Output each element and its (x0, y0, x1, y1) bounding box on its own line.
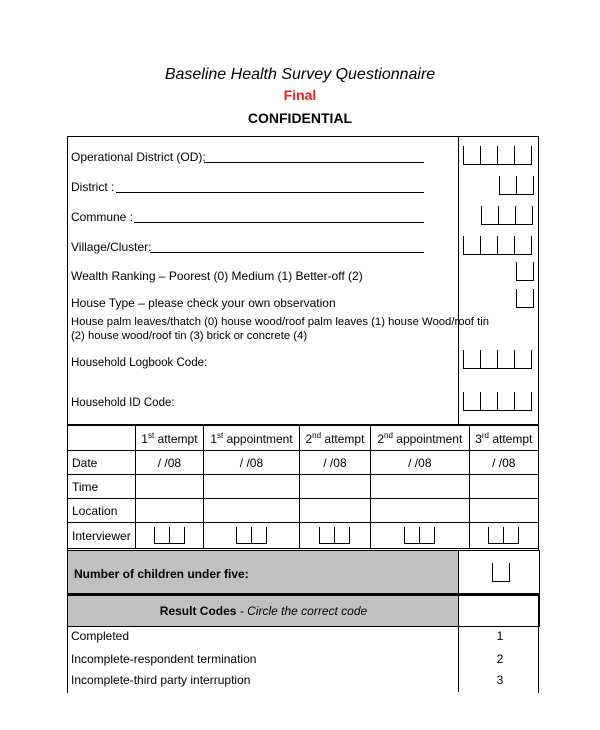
date-cell[interactable]: / /08 (204, 451, 300, 475)
result-code-number[interactable]: 3 (496, 673, 504, 687)
interviewer-code-boxes[interactable] (236, 527, 267, 544)
house-type-label: House Type – (71, 296, 145, 310)
date-row (68, 451, 539, 475)
date-cell[interactable]: / /08 (371, 451, 470, 475)
header-1st-attempt: 1st attempt (135, 425, 203, 451)
time-cell[interactable] (469, 475, 538, 499)
attempts-table (67, 424, 539, 549)
logbook-code-boxes[interactable] (463, 350, 532, 370)
house-type-code-box[interactable] (516, 289, 534, 309)
household-id-label: Household ID Code: (71, 397, 175, 409)
commune-label: Commune : (71, 210, 134, 224)
children-count-cell[interactable] (458, 550, 540, 594)
location-row (68, 499, 539, 523)
interviewer-code-boxes[interactable] (404, 527, 435, 544)
od-code-boxes[interactable] (463, 146, 532, 166)
interviewer-cell[interactable] (371, 523, 470, 549)
location-cell[interactable] (204, 499, 300, 523)
time-cell[interactable] (371, 475, 470, 499)
result-code-row[interactable] (67, 648, 538, 670)
location-cell[interactable] (469, 499, 538, 523)
location-cell[interactable] (371, 499, 470, 523)
location-cell[interactable] (135, 499, 203, 523)
result-code-row[interactable] (67, 669, 538, 691)
wealth-ranking (71, 269, 363, 283)
result-codes-title: Result Codes (159, 604, 237, 618)
header-2nd-attempt: 2nd attempt (299, 425, 370, 451)
code-column-divider (458, 136, 459, 424)
row-label-time: Time (68, 475, 136, 499)
result-code-number[interactable]: 1 (496, 629, 504, 643)
interviewer-cell[interactable] (299, 523, 370, 549)
form-title: Baseline Health Survey Questionnaire (164, 66, 436, 83)
header-1st-appointment: 1st appointment (204, 425, 300, 451)
location-cell[interactable] (299, 499, 370, 523)
wealth-options: Poorest (0) Medium (1) Better-off (2) (168, 269, 363, 283)
interviewer-cell[interactable] (135, 523, 203, 549)
row-label-interviewer: Interviewer (68, 523, 136, 549)
header-blank (68, 425, 136, 451)
village-field[interactable] (150, 252, 424, 253)
header-2nd-appointment: 2nd appointment (371, 425, 470, 451)
result-code-label: Incomplete-third party interruption (71, 673, 251, 687)
date-cell[interactable]: / /08 (469, 451, 538, 475)
result-codes-header (67, 594, 459, 627)
time-cell[interactable] (135, 475, 203, 499)
interviewer-cell[interactable] (469, 523, 538, 549)
village-code-boxes[interactable] (463, 236, 532, 256)
date-cell[interactable]: / /08 (135, 451, 203, 475)
commune-field[interactable] (134, 222, 424, 223)
date-cell[interactable]: / /08 (299, 451, 370, 475)
result-codes-header-code-cell (458, 594, 540, 627)
children-label: Number of children under five: (74, 567, 249, 581)
commune-code-boxes[interactable] (481, 206, 533, 226)
confidential-label: CONFIDENTIAL (247, 110, 353, 126)
result-code-label: Incomplete-respondent termination (71, 652, 257, 666)
district-label: District : (71, 180, 115, 194)
result-codes-hint: - Circle the correct code (239, 604, 368, 618)
row-label-location: Location (68, 499, 136, 523)
house-type-hint: please check your own observation (148, 296, 336, 310)
attempts-header-row (68, 425, 539, 451)
time-cell[interactable] (204, 475, 300, 499)
household-id-code-boxes[interactable] (463, 392, 532, 412)
interviewer-code-boxes[interactable] (319, 527, 350, 544)
row-label-date: Date (68, 451, 136, 475)
interviewer-cell[interactable] (204, 523, 300, 549)
logbook-label: Household Logbook Code: (71, 357, 208, 369)
interviewer-code-boxes[interactable] (488, 527, 519, 544)
house-options-line-1: House palm leaves/thatch (0) house wood/roof palm leaves (1) house Wood/roof tin (71, 316, 490, 328)
wealth-code-box[interactable] (516, 262, 534, 282)
district-field[interactable] (116, 192, 424, 193)
time-cell[interactable] (299, 475, 370, 499)
od-label: Operational District (OD): (71, 150, 206, 164)
children-under-five-section (67, 550, 459, 594)
village-label: Village/Cluster: (71, 240, 152, 254)
od-field[interactable] (204, 162, 424, 163)
status-label: Final (283, 87, 317, 103)
result-code-row[interactable] (67, 625, 538, 647)
wealth-label: Wealth Ranking – (71, 269, 166, 283)
children-count-box[interactable] (492, 563, 510, 583)
header-3rd-attempt: 3rd attempt (469, 425, 538, 451)
interviewer-code-boxes[interactable] (154, 527, 185, 544)
result-code-number[interactable]: 2 (496, 652, 504, 666)
house-options-line-2: (2) house wood/roof tin (3) brick or concrete (4) (71, 330, 308, 342)
result-code-label: Completed (71, 629, 130, 643)
interviewer-row (68, 523, 539, 549)
house-type (71, 296, 336, 310)
time-row (68, 475, 539, 499)
district-code-boxes[interactable] (499, 176, 534, 196)
